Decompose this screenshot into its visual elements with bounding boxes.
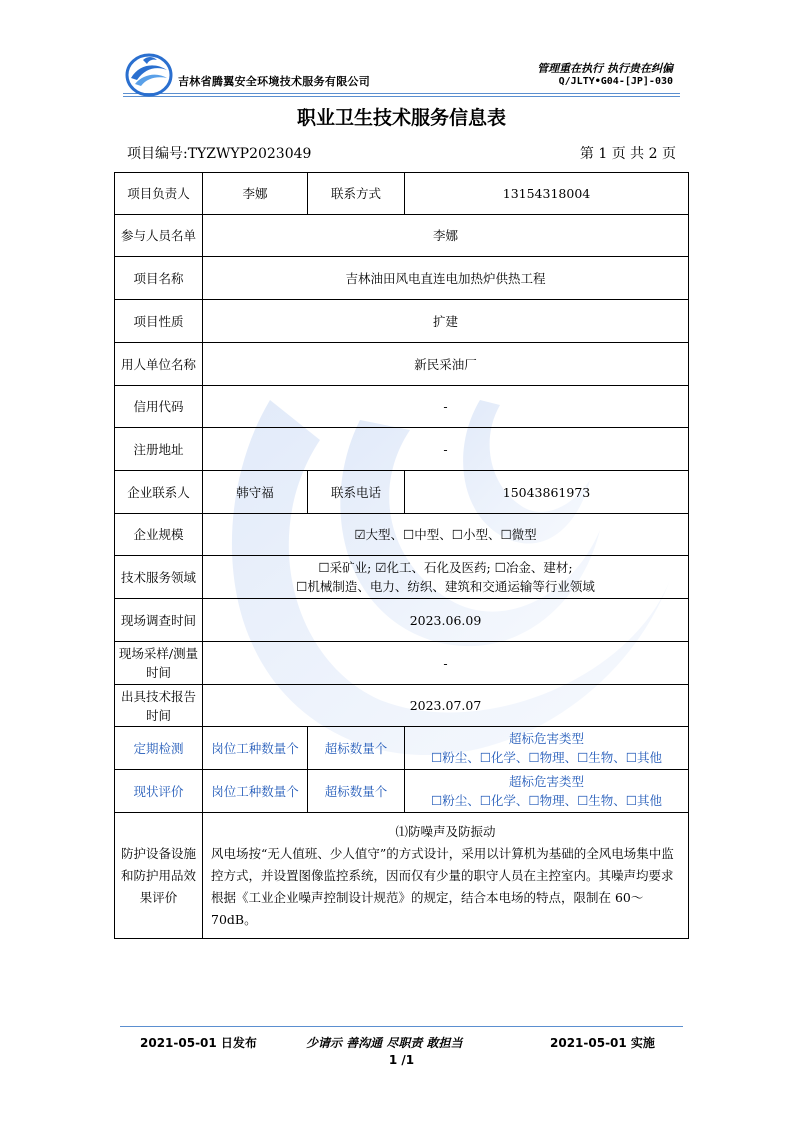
report-time-value: 2023.07.07 xyxy=(203,685,689,727)
protection-text: 风电场按“无人值班、少人值守”的方式设计，采用以计算机为基础的全风电场集中监控方式，并设置图像监控系统，因而仅有少量的职守人员在主控室内。其噪声均要求根据《工业企业噪声控制设计规范》的规定，结合本电场的特点，限制在 60～70dB。 xyxy=(211,845,674,927)
periodic-over-label: 超标数量个 xyxy=(308,727,405,770)
table-row xyxy=(115,727,689,770)
table-row xyxy=(115,471,689,514)
table-row xyxy=(115,257,689,300)
footer-slogan: 少请示 善沟通 尽职责 敢担当 xyxy=(306,1036,463,1050)
scale-label: 企业规模 xyxy=(115,514,203,556)
members-label: 参与人员名单 xyxy=(115,215,203,257)
sampling-time-label: 现场采样/测量时间 xyxy=(115,642,203,685)
document-code: Q/JLTY•G04-[JP]-030 xyxy=(558,76,673,87)
project-nature-label: 项目性质 xyxy=(115,300,203,343)
page-title: 职业卫生技术服务信息表 xyxy=(296,107,506,129)
periodic-hazard xyxy=(405,727,689,770)
status-hazard-options: ☐粉尘、☐化学、☐物理、☐生物、☐其他 xyxy=(430,793,663,808)
periodic-hazard-options: ☐粉尘、☐化学、☐物理、☐生物、☐其他 xyxy=(430,750,663,765)
employer-value: 新民采油厂 xyxy=(203,343,689,386)
status-evaluation-label: 现状评价 xyxy=(115,770,203,813)
contact-label: 联系方式 xyxy=(308,173,405,215)
header-motto: 管理重在执行 执行贵在纠偏 xyxy=(537,62,673,75)
status-count-label: 岗位工种数量个 xyxy=(203,770,308,813)
status-hazard xyxy=(405,770,689,813)
enterprise-contact-label: 企业联系人 xyxy=(115,471,203,514)
leader-label: 项目负责人 xyxy=(115,173,203,215)
project-number-value: TYZWYP2023049 xyxy=(187,146,312,162)
service-field-value xyxy=(203,556,689,599)
page-info: 第 1 页 共 2 页 xyxy=(579,146,676,162)
credit-code-label: 信用代码 xyxy=(115,386,203,428)
project-number xyxy=(127,143,311,163)
protection-subtitle: ⑴防噪声及防振动 xyxy=(395,823,496,839)
enterprise-contact-value: 韩守福 xyxy=(203,471,308,514)
publish-date: 2021-05-01 日发布 xyxy=(140,1036,257,1050)
survey-time-value: 2023.06.09 xyxy=(203,599,689,642)
table-row xyxy=(115,813,689,939)
footer-divider xyxy=(120,1026,683,1027)
table-row xyxy=(115,514,689,556)
service-field-line2: ☐机械制造、电力、纺织、建筑和交通运输等行业领域 xyxy=(296,579,595,594)
project-name-value: 吉林油田风电直连电加热炉供热工程 xyxy=(203,257,689,300)
address-label: 注册地址 xyxy=(115,428,203,471)
members-value: 李娜 xyxy=(203,215,689,257)
implement-date: 2021-05-01 实施 xyxy=(550,1036,655,1050)
protection-evaluation xyxy=(203,813,689,939)
service-field-label: 技术服务领域 xyxy=(115,556,203,599)
project-name-label: 项目名称 xyxy=(115,257,203,300)
table-row xyxy=(115,343,689,386)
table-row xyxy=(115,556,689,599)
sampling-time-value: - xyxy=(203,642,689,685)
periodic-count-label: 岗位工种数量个 xyxy=(203,727,308,770)
company-logo-icon xyxy=(125,52,173,98)
leader-value: 李娜 xyxy=(203,173,308,215)
scale-value: ☑大型、☐中型、☐小型、☐微型 xyxy=(203,514,689,556)
table-row xyxy=(115,300,689,343)
employer-label: 用人单位名称 xyxy=(115,343,203,386)
table-row xyxy=(115,428,689,471)
status-over-label: 超标数量个 xyxy=(308,770,405,813)
service-field-line1: ☐采矿业; ☑化工、石化及医药; ☐冶金、建材; xyxy=(318,560,573,575)
table-row xyxy=(115,173,689,215)
project-nature-value: 扩建 xyxy=(203,300,689,343)
table-row xyxy=(115,770,689,813)
status-hazard-label: 超标危害类型 xyxy=(508,774,584,789)
info-table xyxy=(114,172,689,939)
phone-label: 联系电话 xyxy=(308,471,405,514)
address-value: - xyxy=(203,428,689,471)
phone-value: 15043861973 xyxy=(405,471,689,514)
contact-value: 13154318004 xyxy=(405,173,689,215)
credit-code-value: - xyxy=(203,386,689,428)
table-row xyxy=(115,599,689,642)
table-row xyxy=(115,685,689,727)
page-number: 1 /1 xyxy=(388,1053,415,1067)
table-row xyxy=(115,642,689,685)
table-row xyxy=(115,215,689,257)
table-row xyxy=(115,386,689,428)
project-number-label: 项目编号: xyxy=(127,146,188,162)
periodic-detection-label: 定期检测 xyxy=(115,727,203,770)
periodic-hazard-label: 超标危害类型 xyxy=(508,731,584,746)
page-header xyxy=(0,0,803,100)
company-name: 吉林省腾翼安全环境技术服务有限公司 xyxy=(178,75,371,88)
survey-time-label: 现场调查时间 xyxy=(115,599,203,642)
report-time-label: 出具技术报告时间 xyxy=(115,685,203,727)
protection-label: 防护设备设施和防护用品效果评价 xyxy=(115,813,203,939)
